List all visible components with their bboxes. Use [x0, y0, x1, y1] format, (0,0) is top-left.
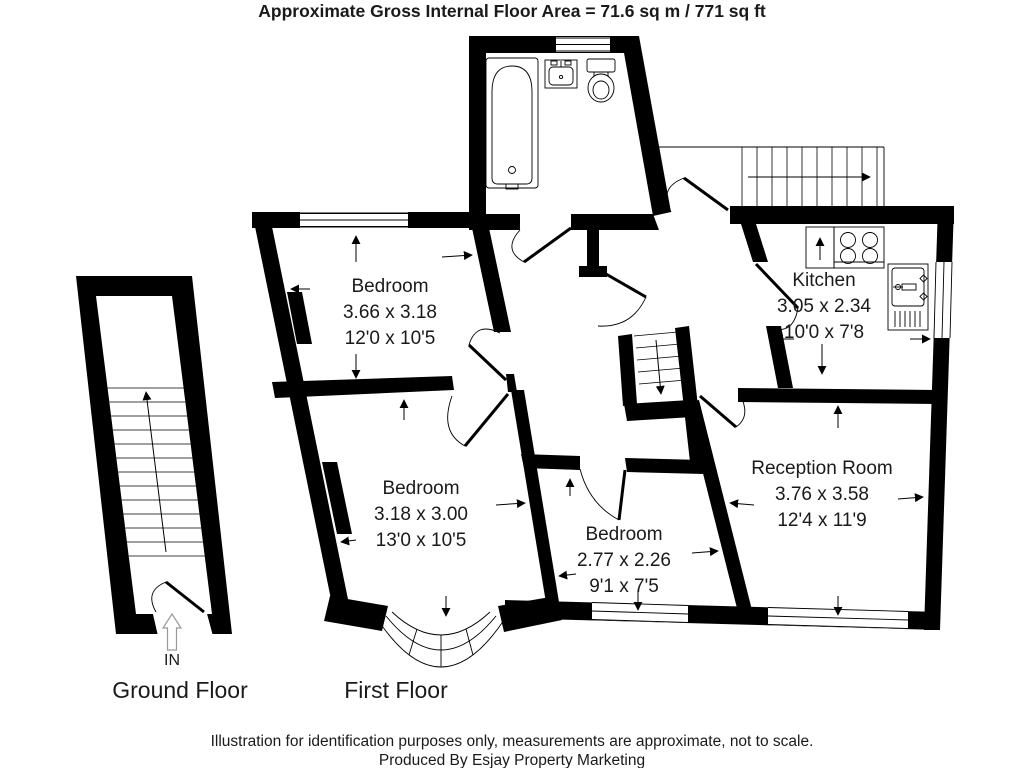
- stairs-down-arrow: [656, 340, 661, 394]
- hall-stub-wall: [587, 226, 599, 266]
- bathroom-door: [512, 228, 571, 262]
- bedroom2-imperial: 13'0 x 10'5: [375, 530, 467, 551]
- bedroom1-imperial: 12'0 x 10'5: [344, 328, 436, 349]
- kitchen-imperial: 10'0 x 7'8: [783, 322, 865, 343]
- reception-metric: 3.76 x 3.58: [774, 484, 870, 505]
- bedroom2-metric: 3.18 x 3.00: [373, 504, 469, 525]
- sink-icon: [545, 60, 577, 88]
- first-floor-label: First Floor: [344, 677, 448, 703]
- bathroom-right-wall: [621, 36, 671, 216]
- bedroom3-imperial: 9'1 x 7'5: [589, 576, 659, 597]
- toilet-icon: [587, 59, 615, 102]
- bedroom3-name: Bedroom: [585, 524, 663, 545]
- bathtub-icon: [486, 58, 538, 189]
- bedroom1-window: [300, 213, 408, 228]
- room-label-kitchen: [777, 270, 871, 343]
- bedroom2-right-wall: [511, 390, 561, 615]
- reception-imperial: 12'4 x 11'9: [777, 510, 867, 531]
- room-label-bedroom3: [577, 524, 671, 597]
- stove-icon: [806, 227, 884, 268]
- reception-name: Reception Room: [751, 458, 893, 479]
- bedroom3-metric: 2.77 x 2.26: [576, 550, 672, 571]
- left-outer-wall: [252, 212, 351, 614]
- kitchen-metric: 3.05 x 2.34: [776, 296, 872, 317]
- room-label-bedroom2: [374, 478, 468, 551]
- bedroom1-door: [469, 329, 506, 380]
- kitchen-top-wall: [730, 206, 954, 224]
- landing-door: [667, 178, 728, 212]
- room-label-bedroom1: [343, 276, 437, 349]
- ground-floor-label: Ground Floor: [112, 677, 248, 703]
- hall-staircase: [618, 326, 704, 462]
- bay-window: [378, 612, 504, 667]
- bathroom-window: [556, 37, 610, 52]
- upper-staircase: [659, 147, 884, 206]
- bedroom3-door: [580, 469, 625, 520]
- first-floor-plan: [252, 36, 954, 667]
- reception-top-wall: [738, 388, 938, 404]
- room-label-reception: [751, 458, 893, 531]
- bedroom2-name: Bedroom: [382, 478, 460, 499]
- bedroom1-name: Bedroom: [351, 276, 429, 297]
- entrance-in-label: IN: [164, 652, 180, 669]
- bathroom-left-wall: [469, 36, 486, 230]
- kitchen-sink-icon: [888, 264, 928, 330]
- ground-floor-plan: [76, 276, 232, 669]
- kitchen-name: Kitchen: [792, 270, 856, 291]
- credit-text: Produced By Esjay Property Marketing: [378, 752, 646, 768]
- bedroom3-top-wall: [521, 454, 580, 470]
- bedroom3-window: [592, 602, 688, 623]
- bedroom1-right-wall: [472, 228, 511, 332]
- page-title: Approximate Gross Internal Floor Area = 71.6 sq m / 771 sq ft: [258, 1, 766, 21]
- kitchen-window: [934, 262, 952, 338]
- kitchen-left-wall: [741, 224, 768, 262]
- hall-door: [598, 270, 646, 326]
- bedroom2-door: [448, 394, 508, 446]
- disclaimer-text: Illustration for identification purposes only, measurements are approximate, not to scale.: [210, 733, 814, 750]
- bedroom1-metric: 3.66 x 3.18: [342, 302, 438, 323]
